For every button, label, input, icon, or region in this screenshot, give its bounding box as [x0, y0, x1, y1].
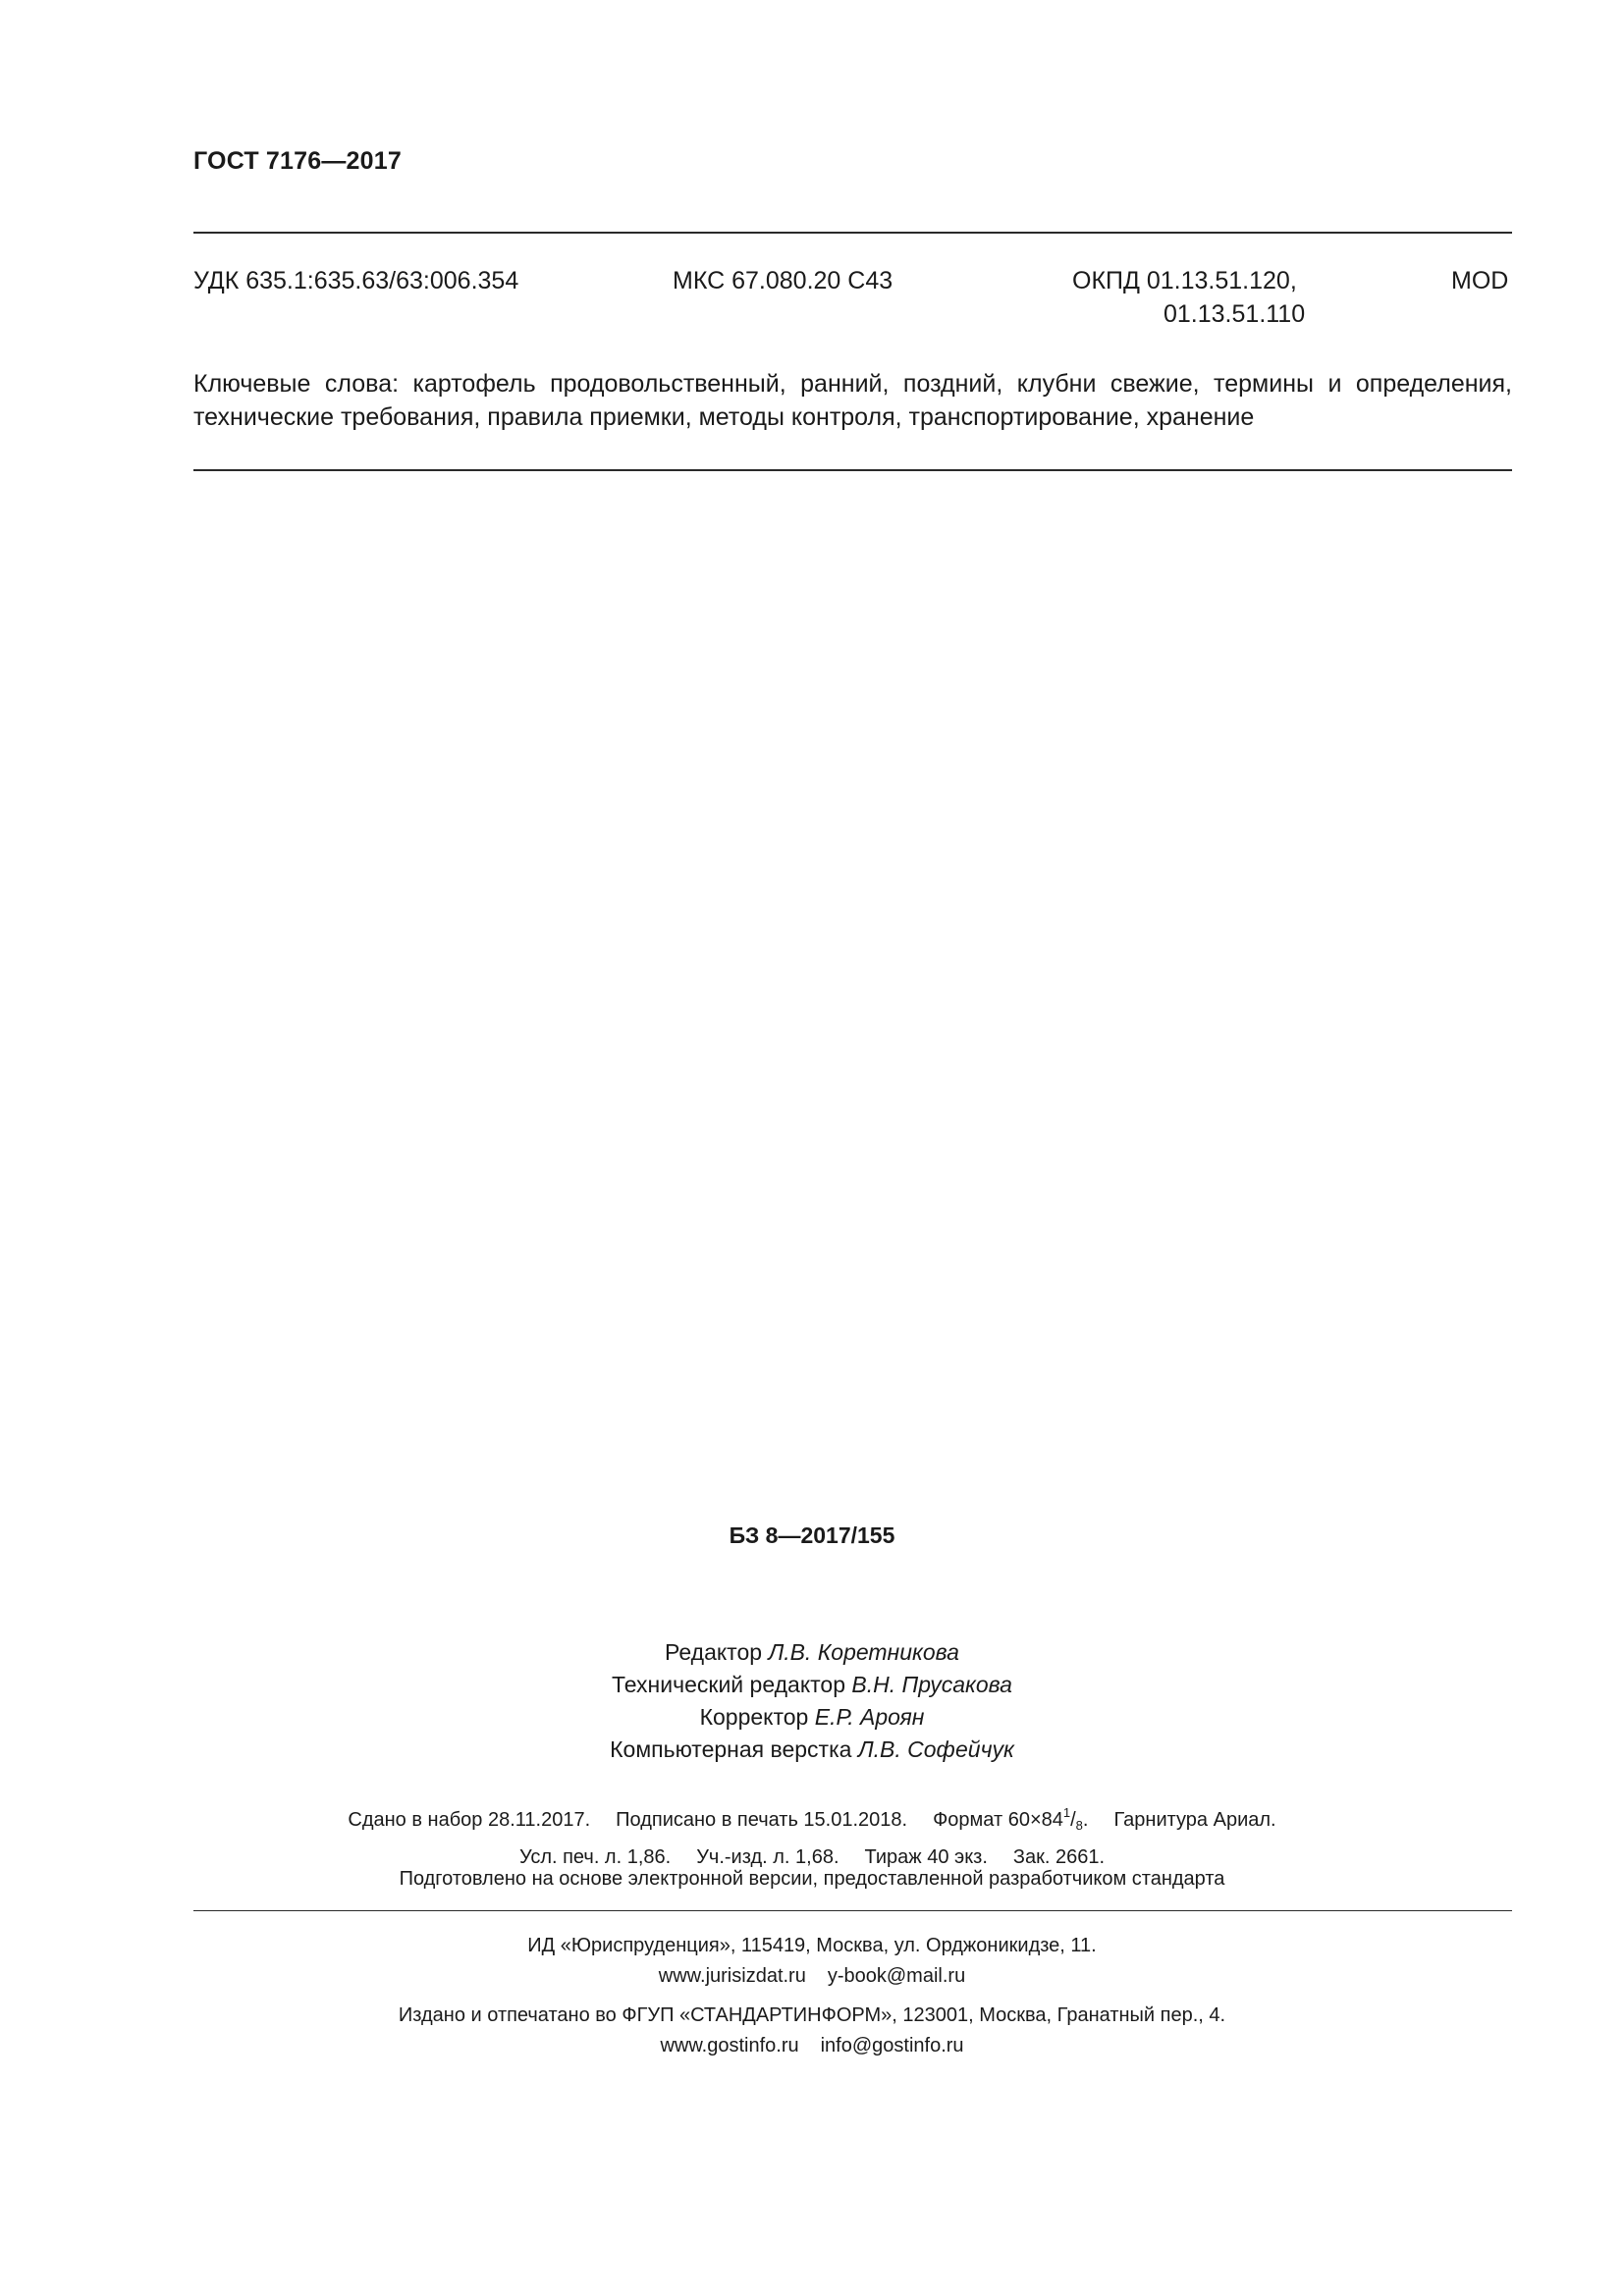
publisher2-contacts	[0, 2031, 1624, 2061]
imprint-typeface: Гарнитура Ариал.	[1113, 1809, 1276, 1831]
credit-layout	[0, 1734, 1624, 1766]
format-prefix: Формат 60×84	[933, 1809, 1063, 1831]
publisher2-site: www.gostinfo.ru	[660, 2035, 799, 2056]
publisher2-email: info@gostinfo.ru	[820, 2035, 964, 2056]
credit-role: Корректор	[699, 1704, 809, 1730]
credit-name: Л.В. Софейчук	[857, 1736, 1014, 1762]
publisher1-address: ИД «Юриспруденция», 115419, Москва, ул. Орджоникидзе, 11.	[527, 1935, 1097, 1956]
udk-code: УДК 635.1:635.63/63:006.354	[193, 267, 519, 294]
imprint-run: Тираж 40 экз.	[864, 1846, 988, 1868]
credit-corrector	[0, 1701, 1624, 1734]
credit-name: Е.Р. Ароян	[814, 1704, 925, 1730]
imprint-signed: Подписано в печать 15.01.2018.	[616, 1809, 908, 1831]
publisher2-address: Издано и отпечатано во ФГУП «СТАНДАРТИНФОРМ», 123001, Москва, Гранатный пер., 4.	[398, 2004, 1226, 2026]
top-divider	[193, 232, 1512, 234]
publisher1-contacts	[0, 1961, 1624, 1992]
credits-block	[0, 1636, 1624, 1766]
mks-code: МКС 67.080.20 С43	[673, 267, 893, 294]
format-sub: 8	[1075, 1818, 1083, 1833]
credit-role: Технический редактор	[612, 1672, 846, 1697]
credit-name: Л.В. Коретникова	[768, 1639, 959, 1665]
okpd-code-line1: ОКПД 01.13.51.120,	[1072, 267, 1297, 294]
imprint-format	[933, 1805, 1089, 1833]
mod-label: MOD	[1451, 267, 1509, 294]
keywords-paragraph: Ключевые слова: картофель продовольственный, ранний, поздний, клубни свежие, термины и определения, технические требования, правила приемки, методы контроля, транспортирование, хранение	[193, 370, 1512, 431]
imprint-order: Зак. 2661.	[1012, 1846, 1106, 1868]
format-dot: .	[1082, 1809, 1089, 1831]
imprint-typeset: Сдано в набор 28.11.2017.	[348, 1809, 591, 1831]
document-code: ГОСТ 7176—2017	[193, 147, 402, 175]
prepared-note: Подготовлено на основе электронной версии, предоставленной разработчиком стандарта	[399, 1868, 1225, 1890]
format-slash: /	[1070, 1809, 1076, 1831]
credit-role: Редактор	[665, 1639, 763, 1665]
format-sup: 1	[1062, 1805, 1071, 1820]
credit-tech-editor	[0, 1669, 1624, 1701]
imprint-block	[0, 1796, 1624, 1874]
publisher-divider	[193, 1910, 1512, 1911]
publisher2-block	[0, 2001, 1624, 2061]
credit-role: Компьютерная верстка	[610, 1736, 852, 1762]
imprint-line1	[0, 1796, 1624, 1842]
publisher1-block	[0, 1931, 1624, 1992]
credit-editor	[0, 1636, 1624, 1669]
keywords-divider	[193, 469, 1512, 471]
okpd-code-line2: 01.13.51.110	[1164, 300, 1306, 328]
imprint-pub-sheets: Уч.-изд. л. 1,68.	[696, 1846, 839, 1868]
imprint-print-sheets: Усл. печ. л. 1,86.	[518, 1846, 672, 1868]
bz-number: БЗ 8—2017/155	[729, 1522, 895, 1548]
publisher1-site: www.jurisizdat.ru	[658, 1965, 806, 1987]
publisher1-email: y-book@mail.ru	[827, 1965, 966, 1987]
credit-name: В.Н. Прусакова	[851, 1672, 1012, 1697]
